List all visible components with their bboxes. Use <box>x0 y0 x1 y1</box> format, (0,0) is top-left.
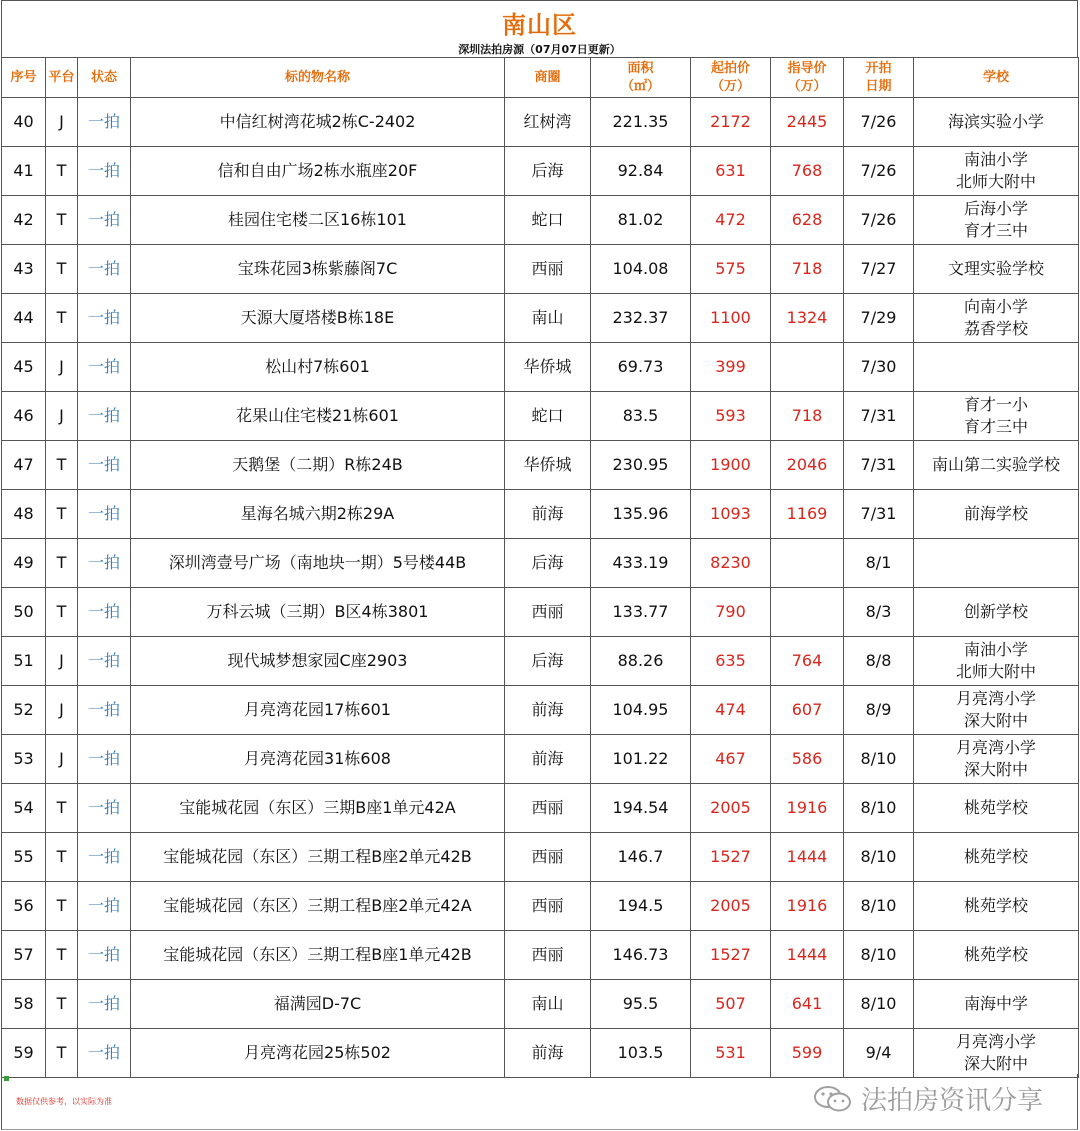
wechat-icon <box>813 1084 853 1114</box>
cell-size: 232.37 <box>591 294 691 343</box>
cell-no: 57 <box>2 931 46 980</box>
watermark <box>813 1080 1043 1117</box>
cell-name: 松山村7栋601 <box>131 343 505 392</box>
cell-guide-price: 586 <box>771 735 844 784</box>
cell-no: 47 <box>2 441 46 490</box>
cell-guide-price: 718 <box>771 392 844 441</box>
cell-guide-price: 607 <box>771 686 844 735</box>
cell-start-price: 790 <box>691 588 771 637</box>
school-name: 深大附中 <box>963 1054 1028 1073</box>
cell-status: 一拍 <box>78 490 131 539</box>
cell-no: 53 <box>2 735 46 784</box>
cell-status: 一拍 <box>78 539 131 588</box>
cell-size: 103.5 <box>591 1029 691 1078</box>
cell-area: 西丽 <box>505 245 591 294</box>
cell-start-price: 1527 <box>691 931 771 980</box>
cell-name: 宝珠花园3栋紫藤阁7C <box>131 245 505 294</box>
cell-no: 54 <box>2 784 46 833</box>
cell-guide-price: 1444 <box>771 931 844 980</box>
cell-status: 一拍 <box>78 294 131 343</box>
table-body <box>2 98 1079 1078</box>
cell-platform: T <box>46 196 78 245</box>
cell-platform: T <box>46 490 78 539</box>
cell-school <box>914 147 1079 196</box>
column-header-line: 开拍 <box>865 60 892 76</box>
cell-size: 81.02 <box>591 196 691 245</box>
title-box <box>1 0 1078 57</box>
cell-guide-price <box>771 539 844 588</box>
cell-start-price: 2172 <box>691 98 771 147</box>
cell-area: 西丽 <box>505 931 591 980</box>
column-header-line: 指导价 <box>787 60 827 76</box>
cell-date: 8/8 <box>844 637 914 686</box>
cell-guide-price: 2445 <box>771 98 844 147</box>
cell-size: 92.84 <box>591 147 691 196</box>
cell-area: 华侨城 <box>505 343 591 392</box>
cell-guide-price: 2046 <box>771 441 844 490</box>
cell-date: 7/29 <box>844 294 914 343</box>
cell-no: 49 <box>2 539 46 588</box>
cell-start-price: 399 <box>691 343 771 392</box>
cell-name: 宝能城花园（东区）三期工程B座1单元42B <box>131 931 505 980</box>
cell-school <box>914 196 1079 245</box>
school-name: 前海学校 <box>963 504 1028 523</box>
table-header-row <box>2 58 1079 98</box>
cell-name: 月亮湾花园31栋608 <box>131 735 505 784</box>
cell-platform: T <box>46 784 78 833</box>
school-name: 南海中学 <box>963 994 1028 1013</box>
cell-area: 蛇口 <box>505 196 591 245</box>
header-no <box>2 58 46 98</box>
cell-size: 104.95 <box>591 686 691 735</box>
table-row <box>2 833 1079 882</box>
cell-status: 一拍 <box>78 686 131 735</box>
cell-area: 华侨城 <box>505 441 591 490</box>
cell-platform: J <box>46 686 78 735</box>
cell-status: 一拍 <box>78 441 131 490</box>
cell-date: 7/26 <box>844 98 914 147</box>
cell-size: 433.19 <box>591 539 691 588</box>
column-header-line: 状态 <box>90 69 117 85</box>
cell-name: 现代城梦想家园C座2903 <box>131 637 505 686</box>
cell-name: 天源大厦塔楼B栋18E <box>131 294 505 343</box>
cell-guide-price: 768 <box>771 147 844 196</box>
table-row <box>2 980 1079 1029</box>
cell-school <box>914 294 1079 343</box>
cell-start-price: 2005 <box>691 882 771 931</box>
cell-date: 8/10 <box>844 882 914 931</box>
cell-name: 信和自由广场2栋水瓶座20F <box>131 147 505 196</box>
school-name: 育才三中 <box>963 221 1028 240</box>
cell-no: 51 <box>2 637 46 686</box>
cell-no: 56 <box>2 882 46 931</box>
cell-status: 一拍 <box>78 882 131 931</box>
school-name: 月亮湾小学 <box>955 1032 1036 1051</box>
table-row <box>2 931 1079 980</box>
cell-date: 8/10 <box>844 931 914 980</box>
cell-name: 万科云城（三期）B区4栋3801 <box>131 588 505 637</box>
table-row <box>2 686 1079 735</box>
cell-start-price: 507 <box>691 980 771 1029</box>
cell-start-price: 635 <box>691 637 771 686</box>
page-subtitle: 深圳法拍房源（07月07日更新） <box>458 43 621 56</box>
cell-no: 40 <box>2 98 46 147</box>
cell-no: 59 <box>2 1029 46 1078</box>
header-status <box>78 58 131 98</box>
cell-date: 8/10 <box>844 784 914 833</box>
cell-platform: T <box>46 147 78 196</box>
cell-school <box>914 931 1079 980</box>
footer <box>1 1074 1078 1130</box>
cell-date: 8/1 <box>844 539 914 588</box>
cell-date: 8/10 <box>844 735 914 784</box>
cell-platform: T <box>46 539 78 588</box>
header-guide-price <box>771 58 844 98</box>
cell-start-price: 1900 <box>691 441 771 490</box>
cell-area: 南山 <box>505 294 591 343</box>
listing-table <box>1 57 1079 1078</box>
cell-area: 前海 <box>505 1029 591 1078</box>
cell-start-price: 1093 <box>691 490 771 539</box>
cell-no: 50 <box>2 588 46 637</box>
cell-platform: J <box>46 98 78 147</box>
cell-status: 一拍 <box>78 245 131 294</box>
cell-date: 7/31 <box>844 392 914 441</box>
cell-size: 88.26 <box>591 637 691 686</box>
cell-school <box>914 245 1079 294</box>
table-row <box>2 343 1079 392</box>
table-row <box>2 588 1079 637</box>
cell-no: 41 <box>2 147 46 196</box>
cell-area: 西丽 <box>505 588 591 637</box>
cell-size: 146.73 <box>591 931 691 980</box>
cell-date: 7/31 <box>844 490 914 539</box>
school-name: 向南小学 <box>963 297 1028 316</box>
cell-guide-price <box>771 343 844 392</box>
cell-status: 一拍 <box>78 931 131 980</box>
cell-school <box>914 980 1079 1029</box>
cell-start-price: 593 <box>691 392 771 441</box>
table-row <box>2 1029 1079 1078</box>
column-header-line: 标的物名称 <box>284 69 350 85</box>
cell-guide-price: 1324 <box>771 294 844 343</box>
cell-name: 深圳湾壹号广场（南地块一期）5号楼44B <box>131 539 505 588</box>
cell-status: 一拍 <box>78 588 131 637</box>
cell-date: 7/27 <box>844 245 914 294</box>
column-header-line: 商圈 <box>534 69 561 85</box>
cell-size: 230.95 <box>591 441 691 490</box>
cell-no: 55 <box>2 833 46 882</box>
cell-platform: T <box>46 882 78 931</box>
table-row <box>2 539 1079 588</box>
table-row <box>2 882 1079 931</box>
cell-start-price: 531 <box>691 1029 771 1078</box>
cell-date: 7/26 <box>844 196 914 245</box>
disclaimer-text: 数据仅供参考，以实际为准 <box>16 1097 112 1106</box>
cell-area: 红树湾 <box>505 98 591 147</box>
column-header-line: 日期 <box>865 78 892 94</box>
cell-name: 天鹅堡（二期）R栋24B <box>131 441 505 490</box>
cell-school <box>914 784 1079 833</box>
column-header-line: （万） <box>710 78 750 94</box>
cell-platform: J <box>46 392 78 441</box>
cell-school <box>914 588 1079 637</box>
table-row <box>2 98 1079 147</box>
cell-size: 83.5 <box>591 392 691 441</box>
cell-size: 101.22 <box>591 735 691 784</box>
cell-area: 南山 <box>505 980 591 1029</box>
corner-mark <box>4 1076 9 1081</box>
cell-school <box>914 686 1079 735</box>
cell-size: 135.96 <box>591 490 691 539</box>
table-row <box>2 637 1079 686</box>
cell-guide-price: 641 <box>771 980 844 1029</box>
cell-school <box>914 735 1079 784</box>
cell-name: 月亮湾花园17栋601 <box>131 686 505 735</box>
cell-school <box>914 392 1079 441</box>
cell-date: 8/10 <box>844 980 914 1029</box>
cell-area: 后海 <box>505 637 591 686</box>
cell-school <box>914 637 1079 686</box>
cell-date: 7/31 <box>844 441 914 490</box>
cell-size: 221.35 <box>591 98 691 147</box>
header-platform <box>46 58 78 98</box>
table-row <box>2 441 1079 490</box>
cell-size: 146.7 <box>591 833 691 882</box>
cell-date: 9/4 <box>844 1029 914 1078</box>
school-name: 海滨实验小学 <box>947 112 1044 131</box>
cell-school <box>914 98 1079 147</box>
cell-start-price: 1100 <box>691 294 771 343</box>
school-name: 南油小学 <box>963 150 1028 169</box>
school-name: 桃苑学校 <box>963 798 1028 817</box>
cell-platform: J <box>46 637 78 686</box>
cell-guide-price: 599 <box>771 1029 844 1078</box>
cell-platform: T <box>46 588 78 637</box>
school-name: 月亮湾小学 <box>955 738 1036 757</box>
cell-status: 一拍 <box>78 637 131 686</box>
cell-start-price: 472 <box>691 196 771 245</box>
header-start-price <box>691 58 771 98</box>
cell-guide-price: 764 <box>771 637 844 686</box>
header-school <box>914 58 1079 98</box>
school-name: 后海小学 <box>963 199 1028 218</box>
cell-size: 95.5 <box>591 980 691 1029</box>
column-header-line: 学校 <box>982 69 1009 85</box>
table-row <box>2 147 1079 196</box>
cell-guide-price: 1444 <box>771 833 844 882</box>
column-header-line: 面积 <box>627 60 654 76</box>
column-header-line: （㎡） <box>620 78 660 94</box>
cell-no: 45 <box>2 343 46 392</box>
cell-area: 蛇口 <box>505 392 591 441</box>
cell-guide-price: 1916 <box>771 882 844 931</box>
cell-no: 46 <box>2 392 46 441</box>
school-name: 北师大附中 <box>955 662 1036 681</box>
cell-name: 中信红树湾花城2栋C-2402 <box>131 98 505 147</box>
page-title: 南山区 <box>502 11 577 39</box>
cell-platform: T <box>46 931 78 980</box>
cell-school <box>914 833 1079 882</box>
cell-guide-price: 1169 <box>771 490 844 539</box>
cell-area: 西丽 <box>505 882 591 931</box>
cell-platform: J <box>46 735 78 784</box>
column-header-line: （万） <box>787 78 827 94</box>
school-name: 南油小学 <box>963 640 1028 659</box>
school-name: 创新学校 <box>963 602 1028 621</box>
cell-guide-price: 718 <box>771 245 844 294</box>
cell-platform: T <box>46 980 78 1029</box>
cell-status: 一拍 <box>78 147 131 196</box>
cell-school <box>914 441 1079 490</box>
school-name: 南山第二实验学校 <box>931 455 1060 474</box>
cell-status: 一拍 <box>78 343 131 392</box>
school-name: 深大附中 <box>963 760 1028 779</box>
table-row <box>2 735 1079 784</box>
cell-no: 42 <box>2 196 46 245</box>
cell-name: 宝能城花园（东区）三期工程B座2单元42B <box>131 833 505 882</box>
cell-area: 前海 <box>505 735 591 784</box>
cell-start-price: 467 <box>691 735 771 784</box>
cell-name: 花果山住宅楼21栋601 <box>131 392 505 441</box>
school-name: 育才三中 <box>963 417 1028 436</box>
cell-platform: J <box>46 343 78 392</box>
school-name: 北师大附中 <box>955 172 1036 191</box>
cell-name: 宝能城花园（东区）三期B座1单元42A <box>131 784 505 833</box>
cell-platform: T <box>46 1029 78 1078</box>
cell-status: 一拍 <box>78 980 131 1029</box>
cell-school <box>914 343 1079 392</box>
school-name: 育才一小 <box>963 395 1028 414</box>
cell-size: 69.73 <box>591 343 691 392</box>
watermark-text: 法拍房资讯分享 <box>860 1086 1043 1116</box>
cell-date: 8/10 <box>844 833 914 882</box>
cell-platform: T <box>46 245 78 294</box>
table-row <box>2 294 1079 343</box>
cell-school <box>914 539 1079 588</box>
cell-status: 一拍 <box>78 1029 131 1078</box>
cell-platform: T <box>46 833 78 882</box>
cell-status: 一拍 <box>78 735 131 784</box>
header-date <box>844 58 914 98</box>
column-header-line: 平台 <box>48 69 75 85</box>
cell-platform: T <box>46 294 78 343</box>
header-name <box>131 58 505 98</box>
header-area <box>505 58 591 98</box>
cell-guide-price: 1916 <box>771 784 844 833</box>
cell-name: 星海名城六期2栋29A <box>131 490 505 539</box>
header-size <box>591 58 691 98</box>
cell-no: 43 <box>2 245 46 294</box>
cell-area: 前海 <box>505 686 591 735</box>
cell-date: 7/30 <box>844 343 914 392</box>
cell-area: 西丽 <box>505 784 591 833</box>
cell-no: 48 <box>2 490 46 539</box>
cell-start-price: 575 <box>691 245 771 294</box>
cell-size: 194.54 <box>591 784 691 833</box>
column-header-line: 序号 <box>10 69 37 85</box>
school-name: 月亮湾小学 <box>955 689 1036 708</box>
cell-start-price: 2005 <box>691 784 771 833</box>
cell-size: 194.5 <box>591 882 691 931</box>
table-row <box>2 490 1079 539</box>
cell-status: 一拍 <box>78 833 131 882</box>
cell-start-price: 631 <box>691 147 771 196</box>
cell-area: 后海 <box>505 539 591 588</box>
table-row <box>2 784 1079 833</box>
school-name: 桃苑学校 <box>963 945 1028 964</box>
cell-status: 一拍 <box>78 98 131 147</box>
cell-no: 58 <box>2 980 46 1029</box>
cell-area: 后海 <box>505 147 591 196</box>
cell-start-price: 474 <box>691 686 771 735</box>
cell-status: 一拍 <box>78 392 131 441</box>
table-row <box>2 196 1079 245</box>
cell-school <box>914 882 1079 931</box>
cell-name: 宝能城花园（东区）三期工程B座2单元42A <box>131 882 505 931</box>
column-header-line: 起拍价 <box>710 60 750 76</box>
cell-area: 前海 <box>505 490 591 539</box>
cell-start-price: 1527 <box>691 833 771 882</box>
table-row <box>2 245 1079 294</box>
school-name: 文理实验学校 <box>947 259 1044 278</box>
cell-no: 44 <box>2 294 46 343</box>
cell-start-price: 8230 <box>691 539 771 588</box>
cell-date: 8/3 <box>844 588 914 637</box>
cell-area: 西丽 <box>505 833 591 882</box>
cell-date: 7/26 <box>844 147 914 196</box>
cell-guide-price <box>771 588 844 637</box>
table-row <box>2 392 1079 441</box>
cell-status: 一拍 <box>78 784 131 833</box>
cell-platform: T <box>46 441 78 490</box>
school-name: 荔香学校 <box>963 319 1028 338</box>
cell-name: 月亮湾花园25栋502 <box>131 1029 505 1078</box>
cell-name: 桂园住宅楼二区16栋101 <box>131 196 505 245</box>
cell-name: 福满园D-7C <box>131 980 505 1029</box>
cell-school <box>914 1029 1079 1078</box>
cell-no: 52 <box>2 686 46 735</box>
school-name: 桃苑学校 <box>963 896 1028 915</box>
school-name: 桃苑学校 <box>963 847 1028 866</box>
cell-size: 133.77 <box>591 588 691 637</box>
cell-status: 一拍 <box>78 196 131 245</box>
cell-date: 8/9 <box>844 686 914 735</box>
cell-school <box>914 490 1079 539</box>
school-name: 深大附中 <box>963 711 1028 730</box>
cell-guide-price: 628 <box>771 196 844 245</box>
cell-size: 104.08 <box>591 245 691 294</box>
